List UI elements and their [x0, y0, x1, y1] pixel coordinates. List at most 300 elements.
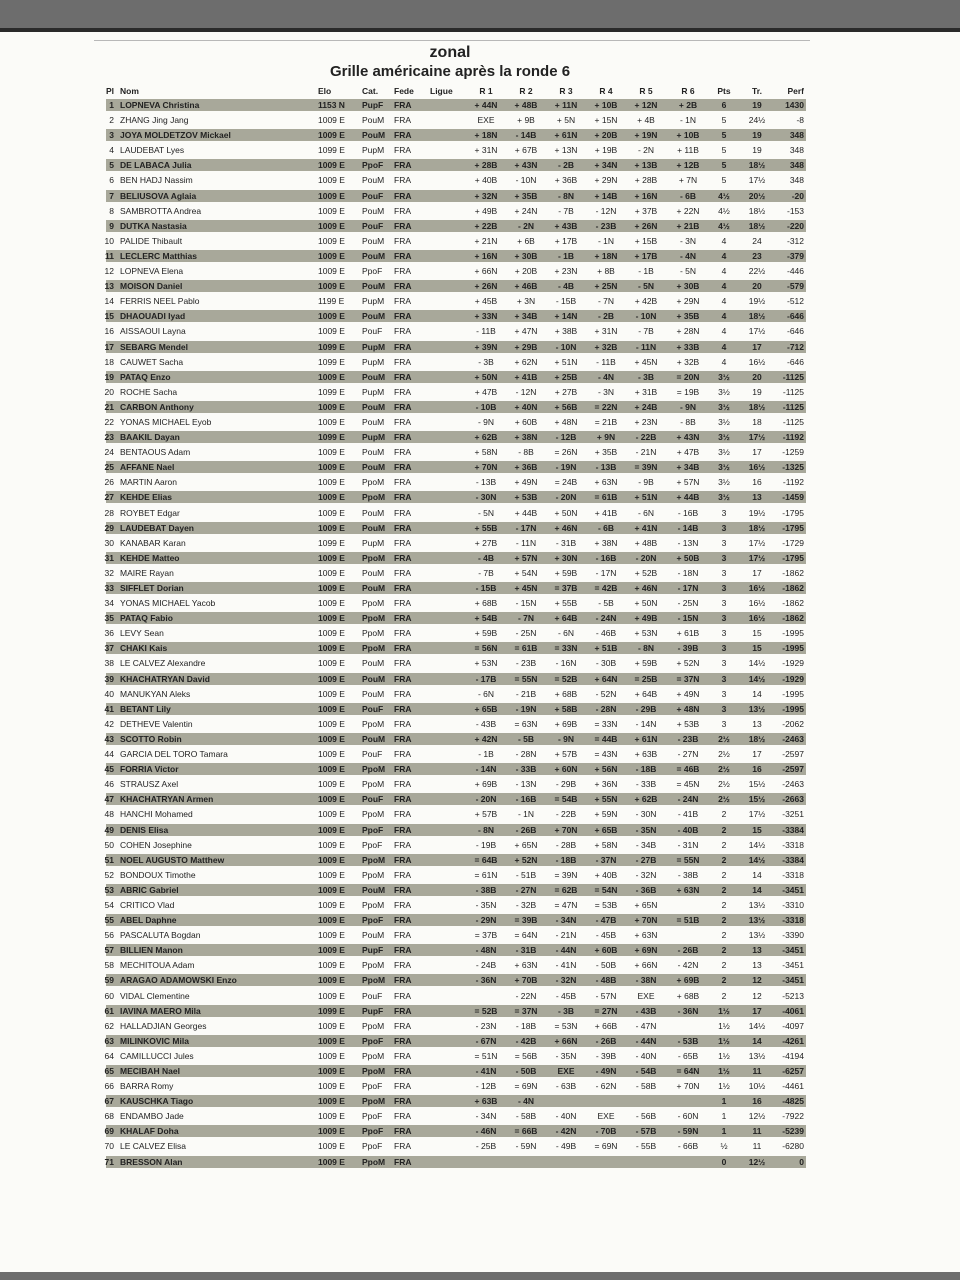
federation-cell: FRA — [394, 326, 411, 337]
tiebreak-cell: 19½ — [748, 296, 766, 307]
category-cell: PupM — [362, 386, 385, 397]
federation-cell: FRA — [394, 145, 411, 156]
table-row — [96, 460, 806, 475]
points-cell: 4 — [721, 235, 727, 246]
round6-cell: - 18N — [677, 567, 699, 578]
federation-cell: FRA — [394, 854, 412, 865]
points-cell: 2 — [721, 915, 727, 926]
round4-cell: - 46B — [595, 628, 617, 639]
name-cell: SAMBROTTA Andrea — [120, 205, 202, 216]
name-cell: DUTKA Nastasia — [120, 220, 187, 231]
round4-cell: - 4N — [597, 371, 615, 382]
rank-cell: 37 — [104, 643, 114, 654]
points-cell: 3 — [721, 537, 727, 548]
round4-cell: - 28N — [595, 703, 617, 714]
table-row — [96, 656, 806, 671]
round2-cell: + 67B — [514, 145, 538, 156]
federation-cell: FRA — [394, 1035, 412, 1046]
round5-cell: EXE — [637, 990, 655, 1001]
federation-cell: FRA — [394, 1050, 411, 1061]
round4-cell: - 37N — [595, 854, 617, 865]
performance-cell: -3451 — [782, 960, 804, 971]
rank-cell: 9 — [109, 220, 114, 231]
tiebreak-cell: 17 — [752, 447, 762, 458]
points-cell: 2 — [721, 930, 727, 941]
table-row — [96, 490, 806, 505]
round2-cell: + 34B — [514, 311, 538, 322]
name-cell: ZHANG Jing Jang — [120, 115, 189, 126]
round6-cell: + 70N — [676, 1081, 700, 1092]
performance-cell: -220 — [786, 220, 804, 231]
points-cell: 5 — [721, 160, 727, 171]
round2-cell: - 23B — [515, 658, 537, 669]
round5-cell: - 35N — [635, 824, 657, 835]
name-cell: ABEL Daphne — [120, 915, 177, 926]
points-cell: 2 — [721, 990, 727, 1001]
federation-cell: FRA — [394, 1020, 411, 1031]
round3-cell: + 51N — [554, 356, 578, 367]
rank-cell: 8 — [109, 205, 114, 216]
round1-cell: - 9N — [477, 416, 495, 427]
round5-cell: + 23N — [634, 416, 658, 427]
round2-cell: = 55N — [514, 673, 538, 684]
col-header-r2: R 2 — [519, 86, 533, 96]
federation-cell: FRA — [394, 764, 412, 775]
tiebreak-cell: 17½ — [748, 326, 766, 337]
round6-cell: + 50B — [676, 552, 700, 563]
round2-cell: + 70B — [514, 975, 538, 986]
performance-cell: -153 — [786, 205, 804, 216]
category-cell: PpoM — [362, 1050, 385, 1061]
performance-cell: -3451 — [782, 884, 804, 895]
performance-cell: -3318 — [782, 839, 804, 850]
round1-cell: - 30N — [475, 492, 497, 503]
round5-cell: - 36B — [635, 884, 657, 895]
round5-cell: + 13B — [634, 160, 658, 171]
round2-cell: - 27N — [515, 884, 537, 895]
points-cell: 3½ — [718, 492, 730, 503]
performance-cell: -2463 — [782, 779, 804, 790]
elo-cell: 1009 E — [318, 1096, 345, 1107]
points-cell: 2½ — [718, 779, 730, 790]
table-row — [96, 1139, 806, 1154]
round1-cell: - 43B — [475, 718, 497, 729]
points-cell: 3½ — [718, 477, 730, 488]
round4-cell: - 23B — [595, 220, 617, 231]
round3-cell: - 7B — [558, 205, 574, 216]
rank-cell: 55 — [104, 915, 114, 926]
table-row — [96, 1109, 806, 1124]
tiebreak-cell: 24 — [752, 235, 762, 246]
category-cell: PouM — [362, 658, 385, 669]
performance-cell: -1259 — [782, 447, 804, 458]
round4-cell: - 6B — [597, 522, 615, 533]
round5-cell: = 39N — [634, 462, 658, 473]
round1-cell: + 59B — [474, 628, 498, 639]
category-cell: PupM — [362, 432, 386, 443]
performance-cell: 348 — [789, 160, 804, 171]
category-cell: PouM — [362, 930, 385, 941]
round3-cell: - 45B — [555, 990, 577, 1001]
round2-cell: + 43N — [514, 160, 538, 171]
category-cell: PouF — [362, 220, 384, 231]
round1-cell: + 62B — [474, 432, 498, 443]
round2-cell: + 44B — [514, 507, 538, 518]
round3-cell: + 11N — [554, 100, 578, 110]
performance-cell: -3318 — [782, 869, 804, 880]
round4-cell: + 34N — [594, 160, 618, 171]
round2-cell: + 35B — [514, 190, 538, 201]
performance-cell: -1929 — [782, 658, 804, 669]
tiebreak-cell: 22½ — [748, 266, 766, 277]
performance-cell: -3384 — [782, 824, 804, 835]
round1-cell: - 4B — [477, 552, 495, 563]
federation-cell: FRA — [394, 447, 411, 458]
round4-cell: + 55N — [594, 794, 618, 805]
performance-cell: -5213 — [782, 990, 804, 1001]
tiebreak-cell: 14 — [752, 869, 762, 880]
rank-cell: 43 — [104, 733, 114, 744]
round5-cell: + 63N — [634, 930, 658, 941]
federation-cell: FRA — [394, 794, 412, 805]
col-header-pts: Pts — [717, 86, 731, 96]
round5-cell: - 18B — [635, 764, 657, 775]
round5-cell: + 53N — [634, 628, 658, 639]
round6-cell: + 32B — [676, 356, 700, 367]
round3-cell: - 4B — [557, 281, 575, 292]
name-cell: FORRIA Victor — [120, 764, 179, 775]
performance-cell: -512 — [786, 296, 804, 307]
name-cell: ARAGAO ADAMOWSKI Enzo — [120, 975, 237, 986]
round5-cell: - 32N — [635, 869, 657, 880]
round4-cell: - 12N — [595, 205, 617, 216]
round5-cell: + 52B — [634, 567, 658, 578]
federation-cell: FRA — [394, 718, 411, 729]
round5-cell: + 37B — [634, 205, 658, 216]
round3-cell: + 57B — [554, 749, 578, 760]
round6-cell: - 27N — [677, 749, 699, 760]
round2-cell: + 47N — [514, 326, 538, 337]
rank-cell: 16 — [104, 326, 114, 337]
tiebreak-cell: 15½ — [748, 779, 766, 790]
category-cell: PouM — [362, 567, 385, 578]
federation-cell: FRA — [394, 356, 411, 367]
elo-cell: 1009 E — [318, 1081, 345, 1092]
round5-cell: + 24B — [634, 401, 658, 412]
round4-cell: + 59N — [594, 809, 618, 820]
rank-cell: 29 — [104, 522, 114, 533]
round3-cell: = 52B — [554, 673, 578, 684]
name-cell: DE LABACA Julia — [120, 160, 192, 171]
tiebreak-cell: 17½ — [748, 809, 766, 820]
rank-cell: 34 — [104, 598, 114, 609]
round6-cell: - 17N — [677, 583, 699, 593]
round6-cell: - 36N — [677, 1005, 699, 1016]
rank-cell: 20 — [104, 386, 114, 397]
round3-cell: - 40N — [555, 1111, 577, 1122]
rank-cell: 50 — [104, 839, 114, 850]
rank-cell: 68 — [104, 1111, 114, 1122]
tiebreak-cell: 11 — [752, 1066, 762, 1076]
round3-cell: = 33N — [554, 643, 578, 654]
rank-cell: 38 — [104, 658, 114, 669]
federation-cell: FRA — [394, 492, 412, 503]
category-cell: PpoF — [362, 1035, 384, 1046]
table-row — [96, 355, 806, 370]
round4-cell: - 13B — [595, 462, 617, 473]
rank-cell: 69 — [104, 1126, 114, 1137]
round3-cell: - 2B — [557, 160, 575, 171]
name-cell: VIDAL Clementine — [120, 990, 190, 1001]
elo-cell: 1009 E — [318, 115, 345, 126]
performance-cell: -646 — [786, 356, 804, 367]
round6-cell: = 55N — [676, 854, 700, 865]
name-cell: CAMILLUCCI Jules — [120, 1050, 194, 1061]
round4-cell: + 51B — [594, 643, 618, 654]
round5-cell: + 64B — [634, 688, 658, 699]
category-cell: PouM — [362, 583, 386, 593]
round5-cell: - 34B — [635, 839, 657, 850]
name-cell: DENIS Elisa — [120, 824, 169, 835]
tiebreak-cell: 16½ — [748, 598, 766, 609]
round6-cell: + 12B — [676, 160, 700, 171]
round5-cell: + 28B — [634, 175, 658, 186]
round6-cell: - 66B — [677, 1141, 699, 1152]
elo-cell: 1009 E — [318, 175, 345, 186]
elo-cell: 1099 E — [318, 537, 345, 548]
round5-cell: - 21N — [635, 447, 657, 458]
table-row — [96, 204, 806, 219]
round1-cell: + 58N — [474, 447, 498, 458]
round1-cell: = 56N — [474, 643, 498, 654]
points-cell: 4 — [721, 296, 727, 307]
name-cell: CAUWET Sacha — [120, 356, 184, 367]
round5-cell: - 10N — [635, 311, 657, 322]
round3-cell: = 53N — [554, 1020, 578, 1031]
round3-cell: = 54B — [554, 794, 578, 805]
round3-cell: = 24B — [554, 477, 578, 488]
federation-cell: FRA — [394, 839, 411, 850]
performance-cell: -579 — [786, 281, 804, 292]
name-cell: LAUDEBAT Dayen — [120, 522, 194, 533]
round3-cell: = 62B — [554, 884, 578, 895]
category-cell: PouM — [362, 311, 386, 322]
round2-cell: + 9B — [517, 115, 535, 126]
round4-cell: - 50B — [595, 960, 617, 971]
tiebreak-cell: 20 — [752, 371, 762, 382]
elo-cell: 1009 E — [318, 990, 345, 1001]
rank-cell: 46 — [104, 779, 114, 790]
tiebreak-cell: 12½ — [748, 1156, 766, 1167]
category-cell: PouM — [362, 884, 386, 895]
points-cell: 1 — [721, 1111, 727, 1122]
name-cell: ABRIC Gabriel — [120, 884, 179, 895]
category-cell: PpoM — [362, 1096, 386, 1107]
category-cell: PpoM — [362, 779, 385, 790]
round6-cell: + 7N — [678, 175, 698, 186]
round3-cell: + 27B — [554, 386, 578, 397]
federation-cell: FRA — [394, 1096, 412, 1107]
table-row — [96, 324, 806, 339]
round2-cell: - 1N — [517, 809, 535, 820]
federation-cell: FRA — [394, 311, 412, 322]
rank-cell: 48 — [104, 809, 114, 820]
round4-cell: - 48B — [595, 975, 617, 986]
elo-cell: 1099 E — [318, 432, 345, 443]
elo-cell: 1009 E — [318, 1066, 345, 1076]
round4-cell: + 60B — [594, 945, 618, 956]
performance-cell: -1995 — [782, 628, 804, 639]
round1-cell: EXE — [477, 115, 495, 126]
table-row — [96, 521, 806, 536]
federation-cell: FRA — [394, 130, 412, 141]
tiebreak-cell: 12½ — [748, 1111, 766, 1122]
rank-cell: 60 — [104, 990, 114, 1001]
round4-cell: + 18N — [594, 250, 618, 261]
table-row — [96, 1155, 806, 1170]
col-header-r1: R 1 — [479, 86, 493, 96]
round6-cell: = 46B — [676, 764, 700, 775]
tiebreak-cell: 11 — [752, 1126, 762, 1137]
col-header-fede: Fede — [394, 86, 414, 96]
elo-cell: 1009 E — [318, 733, 345, 744]
federation-cell: FRA — [394, 567, 411, 578]
federation-cell: FRA — [394, 869, 411, 880]
round4-cell: + 63N — [594, 477, 618, 488]
round1-cell: + 39N — [474, 341, 498, 352]
table-row — [96, 1049, 806, 1064]
table-row — [96, 762, 806, 777]
table-row — [96, 385, 806, 400]
points-cell: 2 — [721, 809, 727, 820]
elo-cell: 1009 E — [318, 160, 345, 171]
round6-cell: + 49N — [676, 688, 700, 699]
federation-cell: FRA — [394, 522, 412, 533]
round4-cell: + 10B — [594, 100, 618, 110]
federation-cell: FRA — [394, 1141, 411, 1152]
tiebreak-cell: 19½ — [748, 507, 766, 518]
rank-cell: 3 — [109, 130, 114, 141]
elo-cell: 1009 E — [318, 1141, 345, 1152]
performance-cell: -6257 — [782, 1066, 804, 1076]
round2-cell: + 29B — [514, 341, 538, 352]
tiebreak-cell: 17 — [752, 567, 762, 578]
performance-cell: -2463 — [782, 733, 804, 744]
performance-cell: -3451 — [782, 945, 804, 956]
round5-cell: + 45N — [634, 356, 658, 367]
elo-cell: 1099 E — [318, 145, 345, 156]
federation-cell: FRA — [394, 115, 411, 126]
tiebreak-cell: 16 — [752, 477, 762, 488]
points-cell: 4 — [721, 250, 727, 261]
round1-cell: + 22B — [474, 220, 498, 231]
round2-cell: - 32B — [515, 899, 537, 910]
points-cell: 5 — [721, 145, 727, 156]
round3-cell: + 46N — [554, 522, 578, 533]
performance-cell: -1325 — [782, 462, 804, 473]
elo-cell: 1009 E — [318, 235, 345, 246]
tiebreak-cell: 10½ — [748, 1081, 766, 1092]
performance-cell: -712 — [786, 341, 804, 352]
round4-cell: = 27N — [594, 1005, 618, 1016]
table-row — [96, 415, 806, 430]
elo-cell: 1009 E — [318, 899, 345, 910]
round1-cell: + 16N — [474, 250, 498, 261]
federation-cell: FRA — [394, 432, 412, 443]
round5-cell: - 57B — [635, 1126, 657, 1137]
category-cell: PpoM — [362, 552, 386, 563]
round3-cell: - 49B — [555, 1141, 577, 1152]
name-cell: LOPNEVA Elena — [120, 266, 184, 277]
round4-cell: - 39B — [595, 1050, 617, 1061]
round2-cell: - 10N — [515, 175, 537, 186]
round2-cell: + 20B — [514, 266, 538, 277]
elo-cell: 1009 E — [318, 311, 345, 322]
name-cell: ROYBET Edgar — [120, 507, 180, 518]
tiebreak-cell: 17 — [752, 341, 762, 352]
table-row — [96, 687, 806, 702]
round3-cell: = 47N — [554, 899, 578, 910]
tiebreak-cell: 13½ — [748, 1050, 766, 1061]
table-row — [96, 672, 806, 687]
name-cell: DETHEVE Valentin — [120, 718, 193, 729]
points-cell: 3 — [721, 567, 727, 578]
round6-cell: = 19B — [676, 386, 700, 397]
col-header-r4: R 4 — [599, 86, 613, 96]
round1-cell: + 40B — [474, 175, 498, 186]
round1-cell: + 33N — [474, 311, 498, 322]
tiebreak-cell: 16 — [752, 764, 762, 775]
rank-cell: 59 — [104, 975, 114, 986]
federation-cell: FRA — [394, 598, 411, 609]
rank-cell: 45 — [104, 764, 114, 775]
round1-cell: - 19B — [475, 839, 497, 850]
round4-cell: + 29N — [594, 175, 618, 186]
round2-cell: + 60B — [514, 416, 538, 427]
rank-cell: 23 — [104, 432, 114, 443]
round2-cell: + 3N — [516, 296, 536, 307]
points-cell: 1 — [721, 1126, 727, 1137]
rank-cell: 11 — [105, 250, 114, 261]
federation-cell: FRA — [394, 341, 412, 352]
round3-cell: - 6N — [557, 628, 575, 639]
tiebreak-cell: 20 — [752, 281, 762, 292]
points-cell: 2½ — [718, 764, 730, 775]
round5-cell: - 44N — [635, 1035, 657, 1046]
tiebreak-cell: 17½ — [748, 432, 766, 443]
name-cell: MAIRE Rayan — [120, 567, 174, 578]
table-row — [96, 943, 806, 958]
round1-cell: + 49B — [474, 205, 498, 216]
elo-cell: 1009 E — [318, 522, 345, 533]
rank-cell: 32 — [104, 567, 114, 578]
rank-cell: 52 — [104, 869, 114, 880]
round1-cell: - 3B — [478, 356, 494, 367]
points-cell: 2 — [721, 899, 727, 910]
federation-cell: FRA — [394, 416, 411, 427]
category-cell: PpoM — [362, 718, 385, 729]
round4-cell: = 42B — [594, 583, 618, 593]
points-cell: 1½ — [718, 1035, 730, 1046]
round3-cell: - 1B — [557, 250, 575, 261]
category-cell: PupF — [362, 945, 384, 956]
name-cell: PATAQ Enzo — [120, 371, 171, 382]
name-cell: BETANT Lily — [120, 703, 171, 714]
elo-cell: 1009 E — [318, 326, 345, 337]
rank-cell: 15 — [104, 311, 114, 322]
performance-cell: -446 — [786, 266, 804, 277]
points-cell: 3½ — [718, 432, 730, 443]
